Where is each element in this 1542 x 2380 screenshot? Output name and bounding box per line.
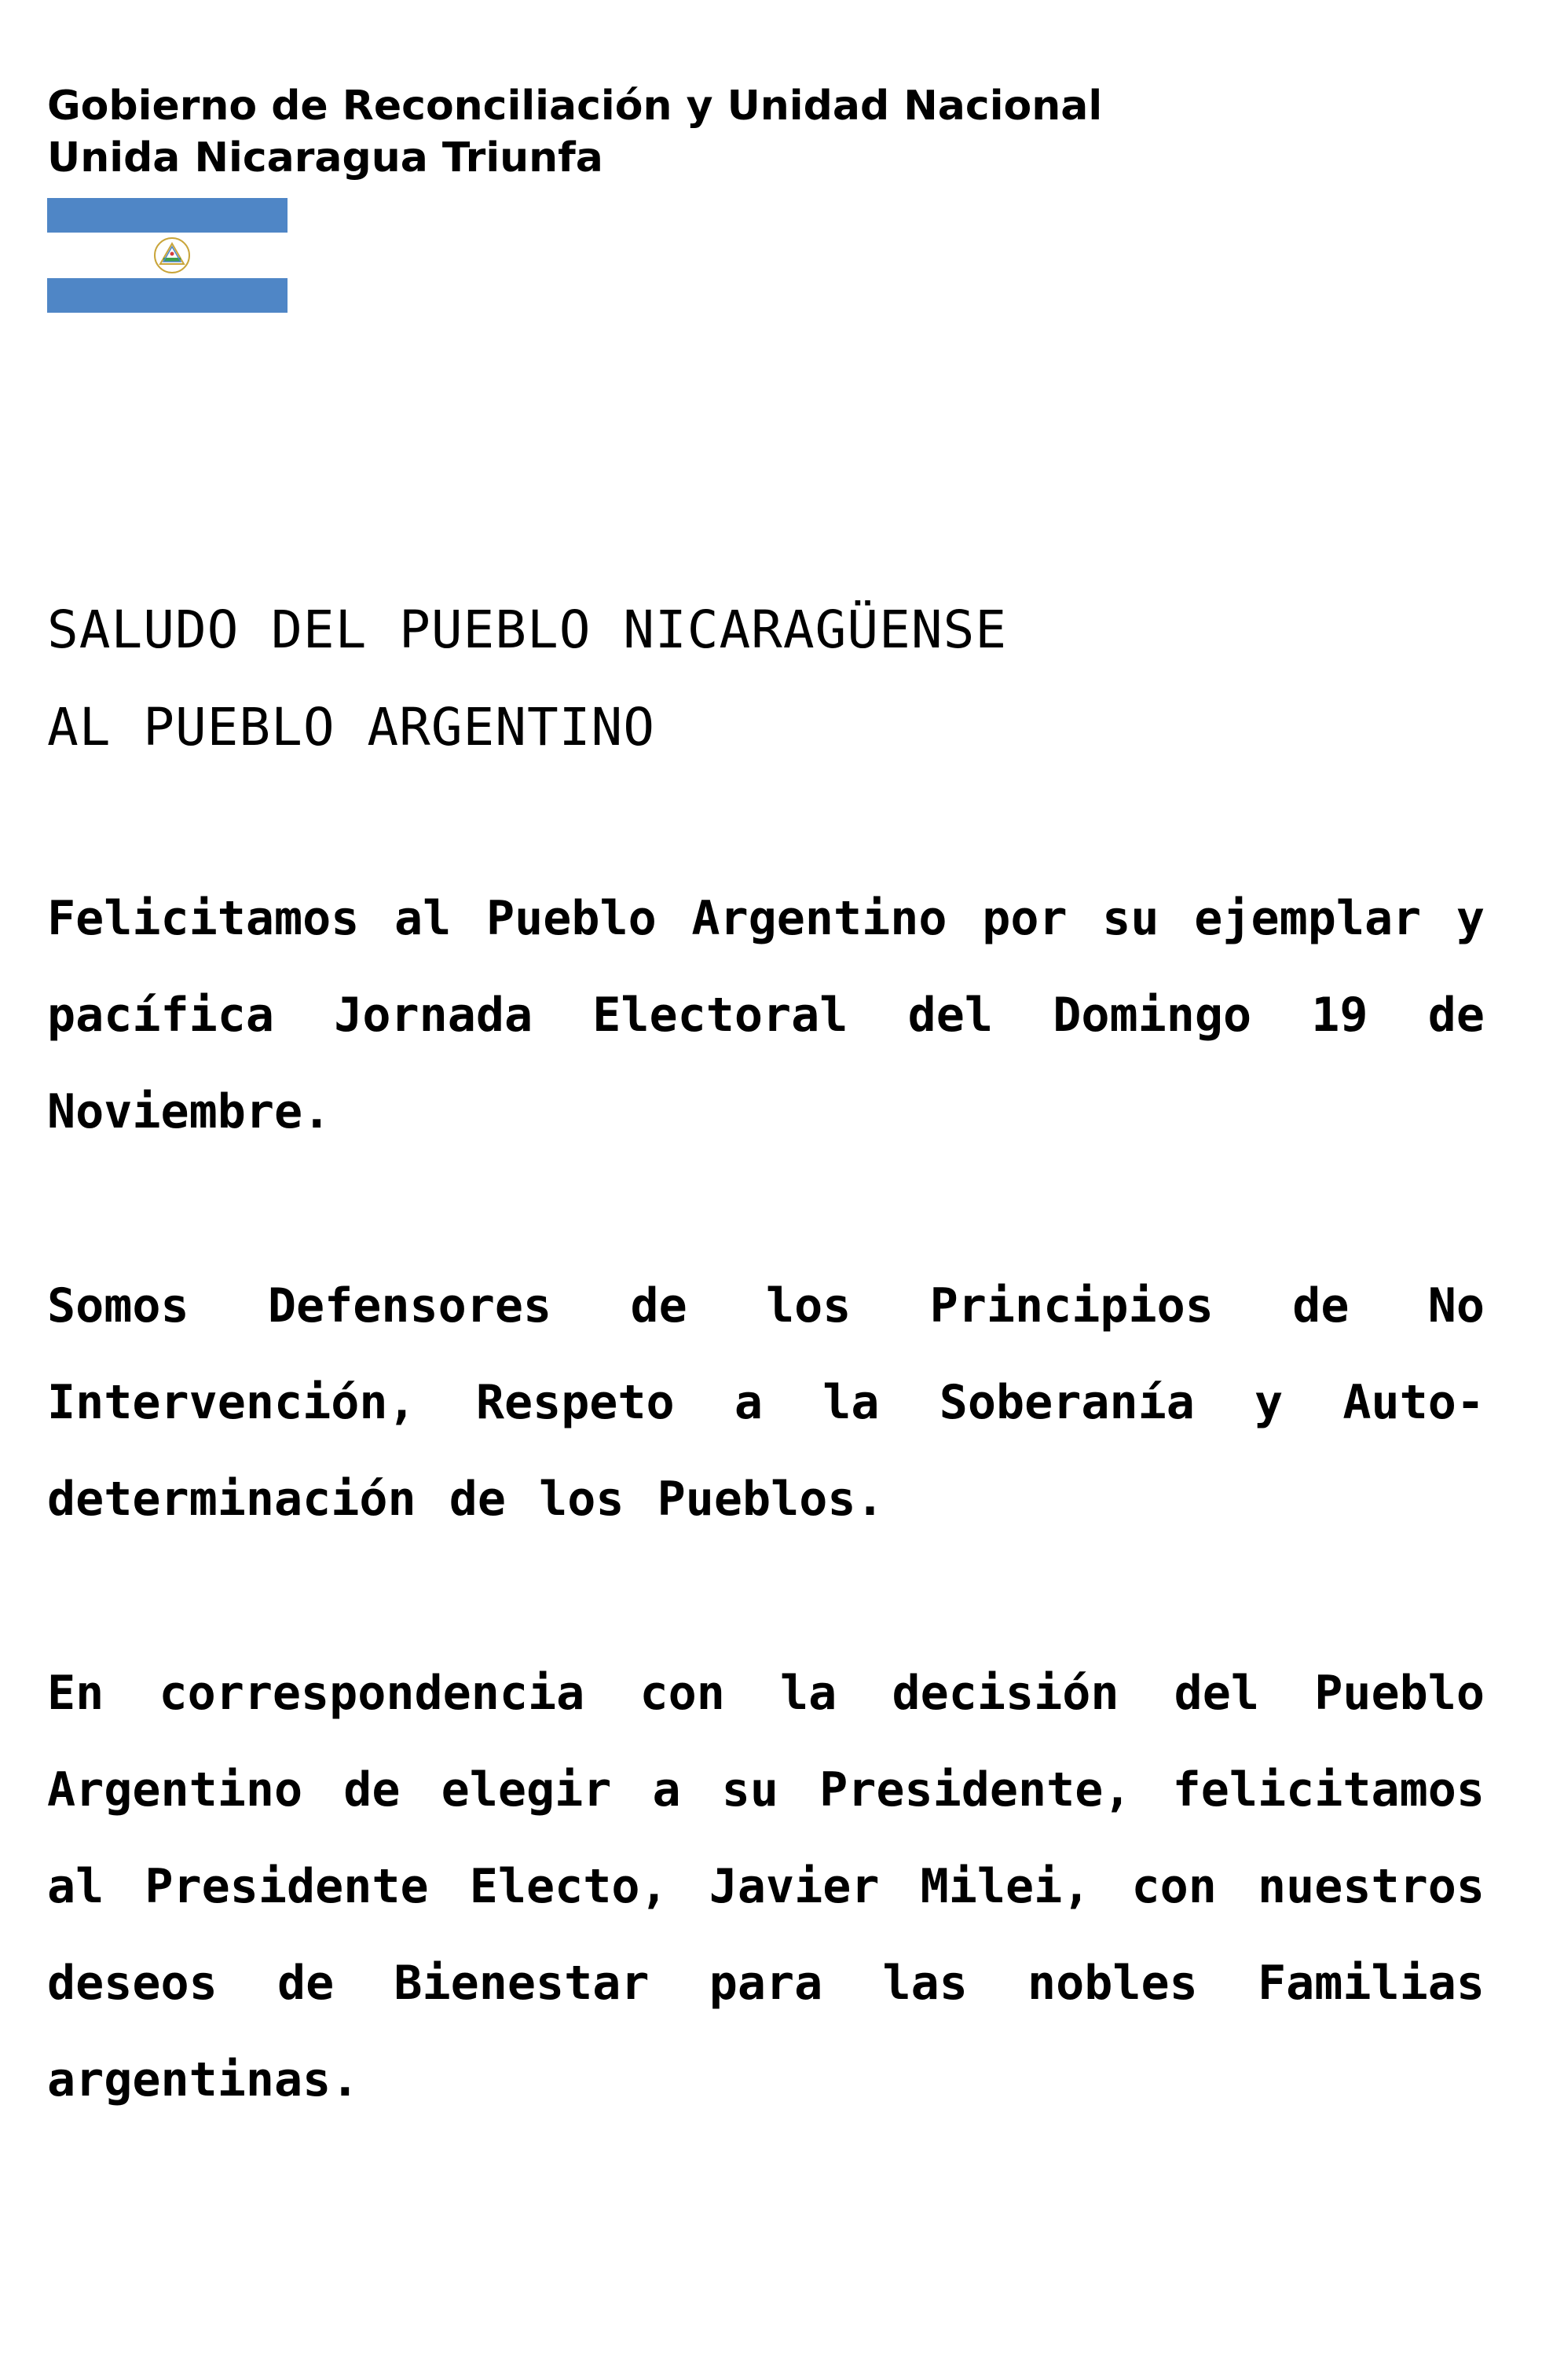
organization-header	[47, 80, 1225, 184]
organization-name: Gobierno de Reconciliación y Unidad Nacional	[47, 83, 1103, 130]
title-line-2: AL PUEBLO ARGENTINO	[47, 697, 655, 757]
nicaragua-flag	[47, 198, 288, 313]
nicaragua-coat-of-arms-icon	[152, 236, 192, 275]
title-line-1: SALUDO DEL PUEBLO NICARAGÜENSE	[47, 600, 1008, 660]
flag-stripe-bottom	[47, 278, 288, 313]
paragraph-principles: Somos Defensores de los Principios de No Intervención, Respeto a la Soberanía y Auto-determinación de los Pueblos.	[47, 1278, 1485, 1527]
paragraph-president-elect: En correspondencia con la decisión del Pueblo Argentino de elegir a su Presidente, felicitamos al Presidente Electo, Javier Milei, con nuestros deseos de Bienestar para las nobles Familias argentinas.	[47, 1666, 1485, 2107]
paragraph-congratulations: Felicitamos al Pueblo Argentino por su ejemplar y pacífica Jornada Electoral del Domingo 19 de Noviembre.	[47, 891, 1485, 1139]
flag-stripe-top	[47, 198, 288, 233]
statement-title	[47, 581, 1493, 776]
organization-slogan: Unida Nicaragua Triunfa	[47, 134, 603, 182]
